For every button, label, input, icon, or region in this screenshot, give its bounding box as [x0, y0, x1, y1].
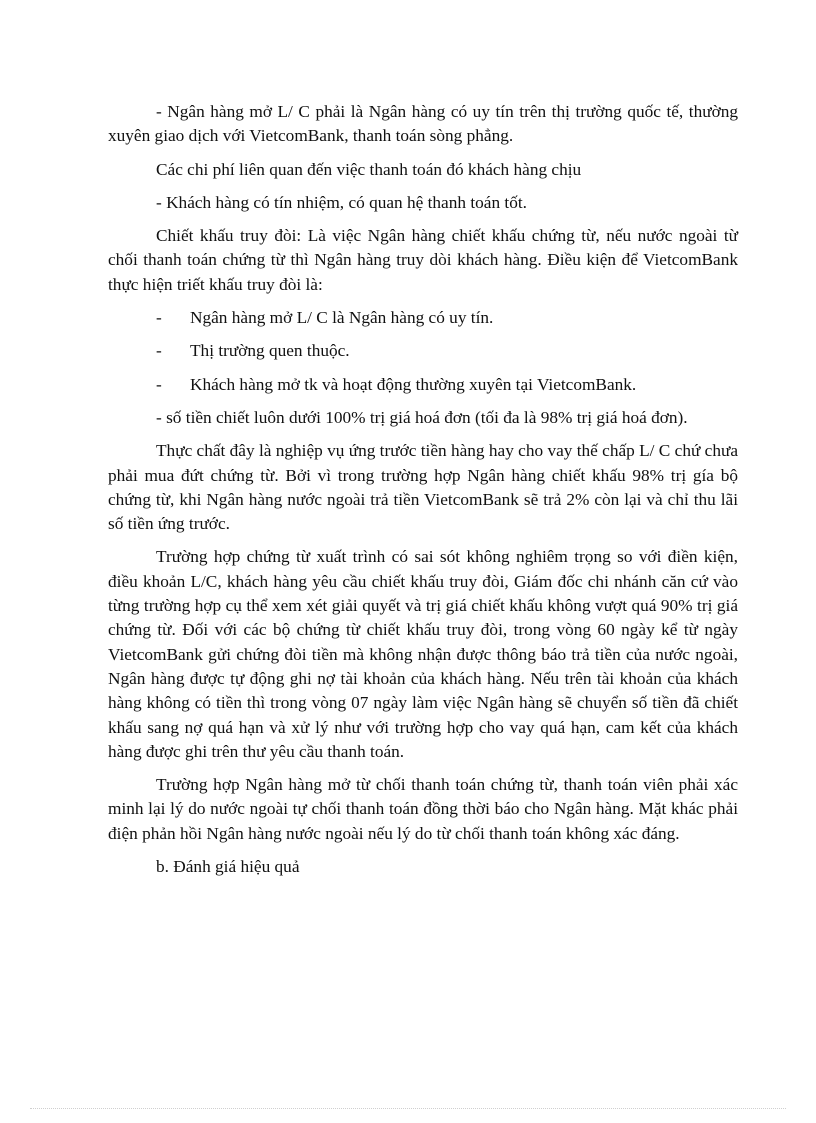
paragraph-discrepancy-case: Trường hợp chứng từ xuất trình có sai sót không nghiêm trọng so với điền kiện, điều khoản L/C, khách hàng yêu cầu chiết khấu truy đòi, Giám đốc chi nhánh căn cứ vào từng trường hợp cụ thể xem xét giải quyết và trị giá chiết khấu không vượt quá 90% trị giá chứng từ. Đối với các bộ chứng từ chiết khấu truy đòi, trong vòng 60 ngày kể từ ngày VietcomBank gửi chứng đòi tiền mà không nhận được thông báo trả tiền của nước ngoài, Ngân hàng được tự động ghi nợ tài khoản của khách hàng. Nếu trên tài khoản của khách hàng không có tiền thì trong vòng 07 ngày làm việc Ngân hàng sẽ chuyển số tiền đã chiết khấu sang nợ quá hạn và xử lý như với trường hợp cho vay quá hạn, cam kết của khách hàng được ghi trên thư yêu cầu thanh toán.	[108, 547, 738, 761]
document-page	[108, 100, 738, 888]
bullet-text: Khách hàng mở tk và hoạt động thường xuyên tại VietcomBank.	[190, 374, 637, 394]
list-item	[108, 306, 738, 330]
bullet-mark: -	[156, 308, 162, 328]
list-item	[108, 373, 738, 397]
paragraph-issuing-bank-requirement: - Ngân hàng mở L/ C phải là Ngân hàng có uy tín trên thị trường quốc tế, thường xuyên giao dịch với VietcomBank, thanh toán sòng phẳng.	[108, 102, 738, 146]
paragraph-recourse-discount: Chiết khấu truy đòi: Là việc Ngân hàng chiết khấu chứng từ, nếu nước ngoài từ chối thanh toán chứng từ thì Ngân hàng truy dòi khách hàng. Điều kiện để VietcomBank thực hiện triết khấu truy đòi là:	[108, 226, 738, 294]
bullet-mark: -	[156, 374, 162, 394]
paragraph-fees: Các chi phí liên quan đến việc thanh toán đó khách hàng chịu	[156, 159, 582, 179]
bullet-mark: -	[156, 341, 162, 361]
paragraph-refusal-case: Trường hợp Ngân hàng mở từ chối thanh toán chứng từ, thanh toán viên phải xác minh lại lý do nước ngoài tự chối thanh toán đồng thời báo cho Ngân hàng. Mặt khác phải điện phản hồi Ngân hàng nước ngoài nếu lý do từ chối thanh toán không xác đáng.	[108, 775, 738, 843]
footer-divider	[30, 1108, 786, 1109]
paragraph-essence: Thực chất đây là nghiệp vụ ứng trước tiền hàng hay cho vay thế chấp L/ C chứ chưa phải mua đứt chứng từ. Bởi vì trong trường hợp Ngân hàng chiết khấu 98% trị gía bộ chứng từ, khi Ngân hàng nước ngoài trả tiền VietcomBank sẽ trả 2% còn lại và chỉ thu lãi số tiền ứng trước.	[108, 441, 738, 534]
section-heading: b. Đánh giá hiệu quả	[156, 857, 300, 877]
paragraph-amount-limit: - số tiền chiết luôn dưới 100% trị giá hoá đơn (tối đa là 98% trị giá hoá đơn).	[156, 407, 688, 427]
list-item	[108, 339, 738, 363]
bullet-text: Thị trường quen thuộc.	[190, 341, 350, 361]
paragraph-customer-credit: - Khách hàng có tín nhiệm, có quan hệ thanh toán tốt.	[156, 192, 527, 212]
bullet-text: Ngân hàng mở L/ C là Ngân hàng có uy tín.	[190, 308, 494, 328]
